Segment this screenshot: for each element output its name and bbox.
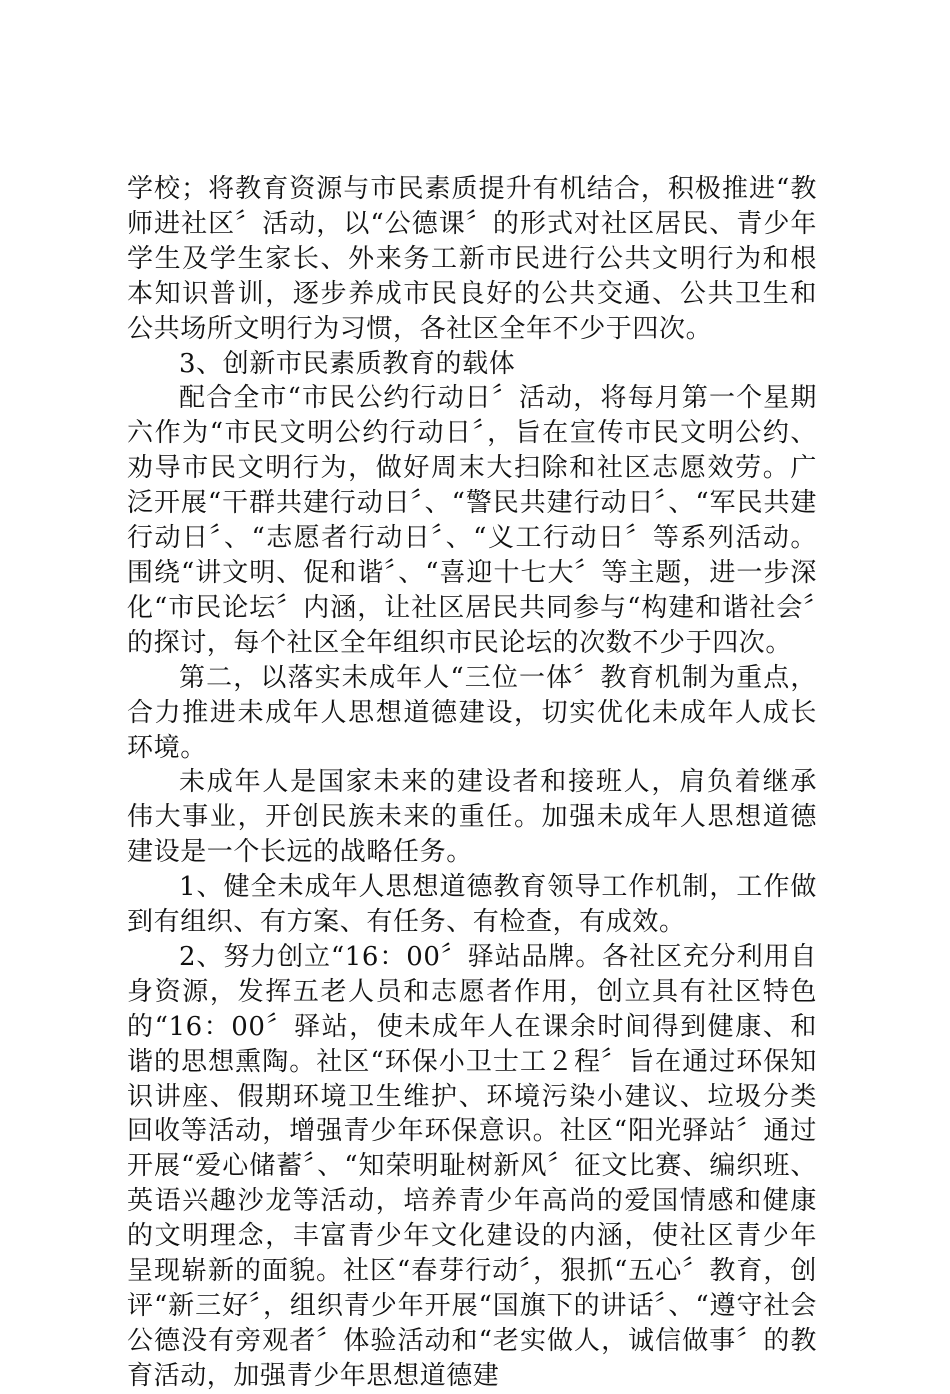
paragraph-continuation: 学校；将教育资源与市民素质提升有机结合，积极推进“教师进社区〞活动，以“公德课〞的形式对社区居民、青少年学生及学生家长、外来务工新市民进行公共文明行为和根本知识普训，逐步养成市民良好的公共交通、公共卫生和公共场所文明行为习惯，各社区全年不少于四次。	[127, 174, 817, 344]
paragraph-item-2: 2、努力创立“16：00〞驿站品牌。各社区充分利用自身资源，发挥五老人员和志愿者作用，创立具有社区特色的“16：00〞驿站，使未成年人在课余时间得到健康、和谐的思想熏陶。社区“环保小卫士工２程〞旨在通过环保知识讲座、假期环境卫生维护、环境污染小建议、垃圾分类回收等活动，增强青少年环保意识。社区“阳光驿站〞通过开展“爱心储蓄〞、“知荣明耻树新风〞征文比赛、编织班、英语兴趣沙龙等活动，培养青少年高尚的爱国情感和健康的文明理念，丰富青少年文化建设的内涵，使社区青少年呈现崭新的面貌。社区“春芽行动〞，狠抓“五心〞教育，创评“新三好〞，组织青少年开展“国旗下的讲话〞、“遵守社会公德没有旁观者〞体验活动和“老实做人，诚信做事〞的教育活动，加强青少年思想道德建	[127, 941, 817, 1391]
paragraph-item-1: 1、健全未成年人思想道德教育领导工作机制，工作做到有组织、有方案、有任务、有检查，有成效。	[127, 872, 817, 938]
paragraph-civic-action-day: 配合全市“市民公约行动日〞活动，将每月第一个星期六作为“市民文明公约行动日〞，旨在宣传市民文明公约、劝导市民文明行为，做好周末大扫除和社区志愿效劳。广泛开展“干群共建行动日〞、“警民共建行动日〞、“军民共建行动日〞、“志愿者行动日〞、“义工行动日〞等系列活动。围绕“讲文明、促和谐〞、“喜迎十七大〞等主题，进一步深化“市民论坛〞内涵，让社区居民共同参与“构建和谐社会〞的探讨，每个社区全年组织市民论坛的次数不少于四次。	[127, 383, 817, 658]
paragraph-heading-3: 3、创新市民素质教育的载体	[179, 348, 516, 379]
paragraph-second-point: 第二，以落实未成年人“三位一体〞教育机制为重点，合力推进未成年人思想道德建设，切实优化未成年人成长环境。	[127, 662, 817, 763]
paragraph-minors-future: 未成年人是国家未来的建设者和接班人，肩负着继承伟大事业，开创民族未来的重任。加强未成年人思想道德建设是一个长远的战略任务。	[127, 767, 817, 868]
document-body	[127, 172, 817, 1394]
